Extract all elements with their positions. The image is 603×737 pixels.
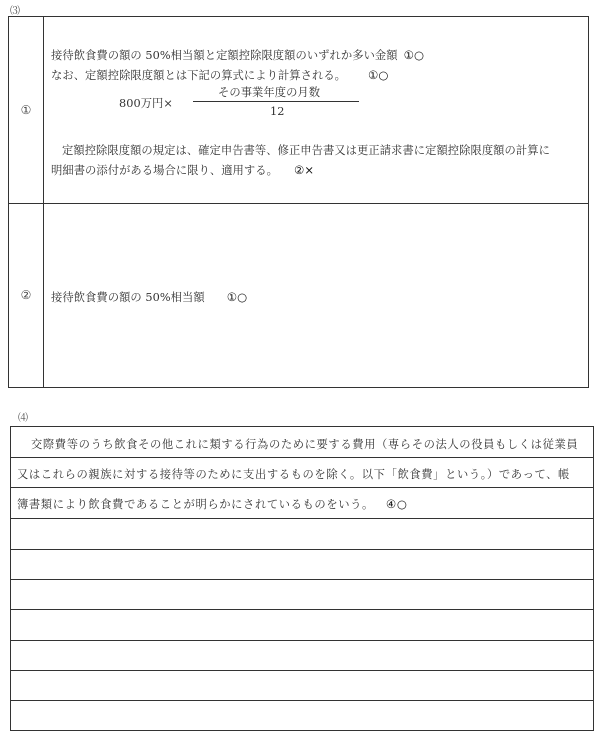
ruled-line [11, 609, 593, 610]
row-1-line-2-text: なお、定額控除限度額とは下記の算式により計算される。 [51, 69, 347, 82]
row-1-line-4 [51, 162, 314, 178]
ruled-line [11, 487, 593, 488]
answer-table-3 [8, 16, 589, 388]
row-1-label: ① [20, 103, 32, 117]
row-1-line-3: 定額控除限度額の規定は、確定申告書等、修正申告書又は更正請求書に定額控除限度額の計算に [62, 144, 550, 157]
section-4-line-1: 交際費等のうち飲食その他これに類する行為のために要する費用（専らその法人の役員もしくは従業員 [31, 438, 579, 451]
row-1-line-4-text: 明細書の添付がある場合に限り、適用する。 [51, 164, 278, 177]
column-divider [43, 17, 44, 387]
ruled-line [11, 518, 593, 519]
ruled-line [11, 640, 593, 641]
grading-mark: ①○ [403, 48, 425, 62]
formula-numerator: その事業年度の月数 [218, 86, 321, 99]
row-1-line-2 [51, 67, 388, 83]
section-4-line-3-text: 簿書類により飲食費であることが明らかにされているものをいう。 [17, 498, 374, 511]
ruled-line [11, 700, 593, 701]
row-divider [9, 203, 588, 204]
section-3-number: ⑶ [10, 6, 20, 17]
row-2-label: ② [20, 288, 32, 302]
row-2-text: 接待飲食費の額の 50%相当額 [51, 291, 205, 304]
grading-mark: ①○ [368, 68, 389, 82]
ruled-line [11, 457, 593, 458]
grading-mark: ②× [293, 163, 314, 177]
row-2-line [51, 289, 247, 305]
ruled-line [11, 670, 593, 671]
ruled-line [11, 549, 593, 550]
section-4-number: ⑷ [18, 413, 28, 424]
row-1-line-1-text: 接待飲食費の額の 50%相当額と定額控除限度額のいずれか多い金額 [51, 49, 398, 62]
section-4-line-2: 又はこれらの親族に対する接待等のために支出するものを除く。以下「飲食費」という。）であって、帳 [17, 468, 570, 481]
ruled-line [11, 579, 593, 580]
row-1-line-1 [51, 47, 424, 63]
answer-box-4 [10, 426, 594, 731]
section-4-line-3 [17, 496, 407, 512]
formula-denominator: 12 [270, 105, 285, 118]
fraction-bar [193, 101, 359, 102]
grading-mark: ①○ [226, 290, 248, 304]
formula-amount: 800万円× [119, 97, 173, 110]
grading-mark: ④○ [385, 497, 408, 511]
